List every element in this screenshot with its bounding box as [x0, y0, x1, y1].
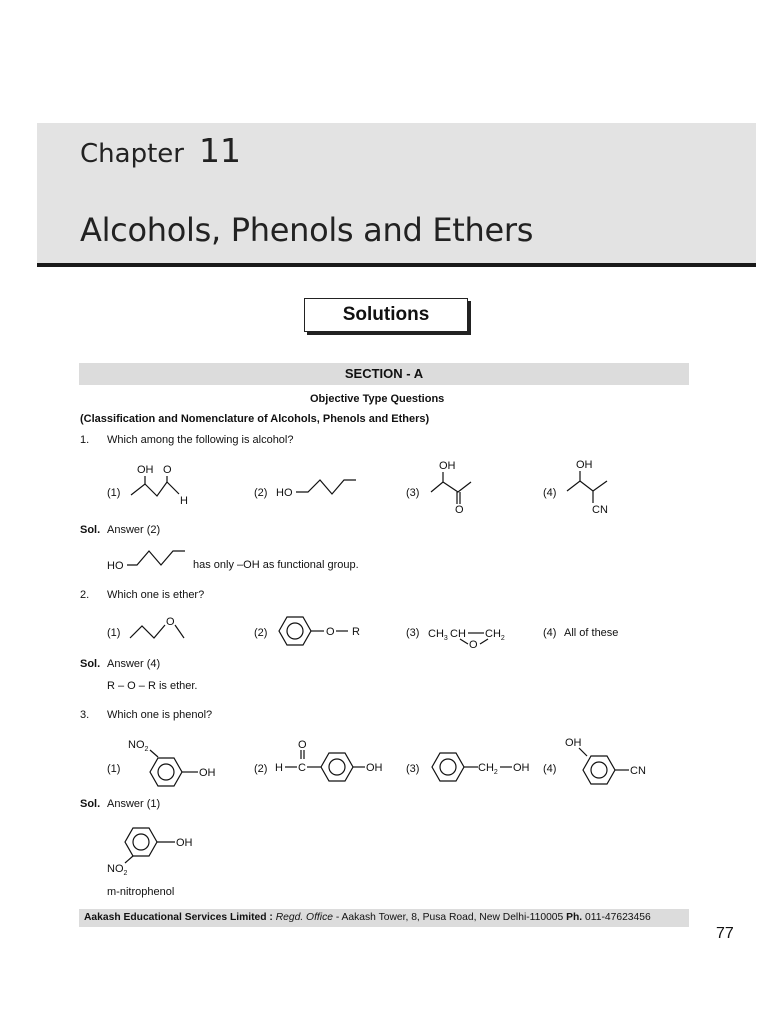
ch2-label — [478, 762, 498, 776]
h-label: H — [275, 762, 283, 774]
oh-label: OH — [576, 459, 593, 471]
section-subtitle: Objective Type Questions — [310, 393, 445, 405]
q3-solution-structure — [107, 820, 207, 878]
o-label: O — [298, 739, 307, 751]
ho-label: HO — [107, 560, 124, 572]
oh-label: OH — [199, 767, 216, 779]
ch-label: CH — [450, 628, 466, 640]
benzene-ring — [432, 753, 464, 781]
answer-text: Answer (2) — [107, 524, 161, 536]
option-text: All of these — [564, 627, 619, 639]
option-label: (3) — [406, 487, 420, 499]
c-label: C — [298, 762, 306, 774]
aromatic-circle — [133, 834, 149, 850]
bond — [175, 625, 184, 638]
benzene-ring — [150, 758, 182, 786]
solutions-heading: Solutions — [304, 298, 468, 332]
q3-option4-structure — [565, 735, 660, 791]
ho-label: HO — [276, 487, 293, 499]
h-label: H — [180, 495, 188, 507]
oh-label: OH — [137, 464, 154, 476]
bond — [150, 750, 158, 757]
aromatic-circle — [158, 764, 174, 780]
r-label: R — [352, 626, 360, 638]
oh-label: OH — [565, 737, 582, 749]
carbon-chain — [131, 482, 179, 496]
option-label: (1) — [107, 627, 121, 639]
benzene-ring — [125, 828, 157, 856]
solution-text: has only –OH as functional group. — [193, 559, 359, 571]
subscript: 3 — [443, 635, 448, 642]
aromatic-circle — [591, 762, 607, 778]
option-label: (3) — [406, 763, 420, 775]
aromatic-circle — [287, 623, 303, 639]
chapter-banner — [37, 123, 756, 267]
chapter-number: 11 — [199, 131, 241, 170]
footer-company: Aakash Educational Services Limited : — [84, 912, 273, 923]
no2-label — [128, 739, 149, 753]
option-label: (2) — [254, 763, 268, 775]
q2-option2-structure — [273, 614, 373, 648]
section-topic: (Classification and Nomenclature of Alcohols, Phenols and Ethers) — [80, 413, 430, 425]
answer-text: Answer (4) — [107, 658, 161, 670]
no2-label — [107, 863, 128, 877]
answer-text: Answer (1) — [107, 798, 161, 810]
option-label: (1) — [107, 763, 121, 775]
question-text: Which among the following is alcohol? — [107, 434, 294, 446]
o-label: O — [166, 616, 175, 628]
aromatic-circle — [440, 759, 456, 775]
question-text: Which one is ether? — [107, 589, 205, 601]
cn-label: CN — [630, 765, 646, 777]
chapter-title: Alcohols, Phenols and Ethers — [80, 211, 534, 249]
option-label: (4) — [543, 763, 557, 775]
footer-office-label: Regd. Office — [275, 912, 333, 923]
q3-option1-structure — [128, 737, 223, 791]
subscript: 2 — [493, 769, 498, 776]
q1-solution-structure — [107, 545, 197, 573]
option-label: (4) — [543, 487, 557, 499]
q3-option2-structure — [275, 738, 390, 790]
oh-label: OH — [176, 837, 193, 849]
cn-label: CN — [592, 504, 608, 516]
benzene-ring — [279, 617, 311, 645]
chapter-label: Chapter — [80, 139, 184, 169]
compound-name: m-nitrophenol — [107, 886, 175, 898]
option-label: (2) — [254, 627, 268, 639]
q3-option3-structure — [428, 748, 538, 784]
carbon-chain — [431, 482, 471, 492]
carbon-chain — [127, 551, 185, 565]
option-label: (2) — [254, 487, 268, 499]
ch-text: CH — [485, 628, 501, 640]
option-label: (4) — [543, 627, 557, 639]
oh-label: OH — [366, 762, 383, 774]
q1-option1-structure — [125, 460, 195, 510]
q2-option3-structure — [428, 618, 513, 651]
page-number: 77 — [716, 925, 734, 942]
solution-label: Sol. — [80, 798, 101, 810]
footer-bar — [79, 909, 689, 927]
carbon-chain — [296, 480, 356, 494]
option-label: (3) — [406, 627, 420, 639]
carbon-chain — [567, 481, 607, 491]
subscript: 2 — [500, 635, 505, 642]
section-title: SECTION - A — [79, 363, 689, 385]
o-label: O — [326, 626, 335, 638]
q1-option3-structure — [425, 458, 480, 516]
q1-option2-structure — [276, 472, 366, 502]
footer-address: - Aakash Tower, 8, Pusa Road, New Delhi-110005 — [335, 912, 564, 923]
bond — [125, 856, 133, 863]
aromatic-circle — [329, 759, 345, 775]
carbon-chain — [130, 625, 165, 638]
ch-text: CH — [428, 628, 444, 640]
ch3-label — [428, 628, 448, 642]
footer-phone: 011-47623456 — [585, 912, 651, 923]
question-number: 1. — [80, 434, 90, 446]
no-text: NO — [128, 739, 145, 751]
subscript: 2 — [123, 870, 128, 877]
no-text: NO — [107, 863, 124, 875]
o-label: O — [163, 464, 172, 476]
solution-label: Sol. — [80, 658, 101, 670]
oh-label: OH — [439, 460, 456, 472]
question-number: 2. — [80, 589, 90, 601]
question-number: 3. — [80, 709, 90, 721]
solution-text: R – O – R is ether. — [107, 680, 198, 692]
subscript: 2 — [144, 746, 149, 753]
question-text: Which one is phenol? — [107, 709, 213, 721]
o-label: O — [455, 504, 464, 516]
solution-label: Sol. — [80, 524, 101, 536]
benzene-ring — [583, 756, 615, 784]
q2-option1-structure — [128, 612, 190, 642]
bond — [480, 639, 488, 644]
q1-option4-structure — [563, 457, 618, 517]
bond — [579, 748, 587, 756]
option-label: (1) — [107, 487, 121, 499]
footer-phone-label: Ph. — [566, 912, 583, 923]
ch-text: CH — [478, 762, 494, 774]
ch2-label — [485, 628, 505, 642]
oh-label: OH — [513, 762, 530, 774]
o-label: O — [469, 639, 478, 651]
benzene-ring — [321, 753, 353, 781]
